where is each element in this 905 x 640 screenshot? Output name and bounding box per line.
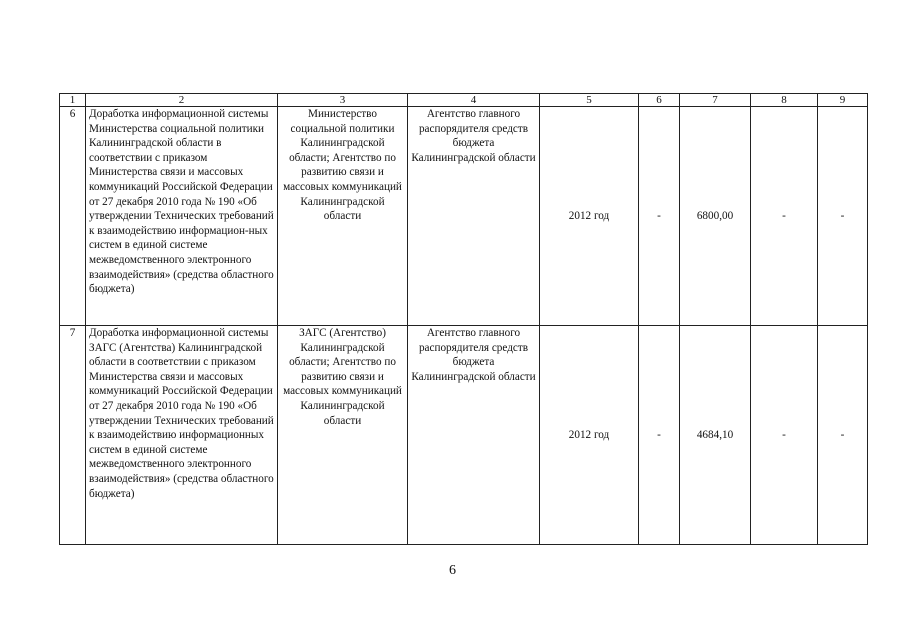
col8-cell: - [751, 326, 818, 545]
page-number: 6 [449, 563, 456, 578]
table-row [60, 107, 868, 326]
col6-cell: - [639, 326, 680, 545]
measure-description: Доработка информационной системы Министерства социальной политики Калининградской области в соответствии с приказом Министерства связи и массовых коммуникаций Российской Федерации от 27 декабря 2010 года № 190 «Об утверждении Технических требований к взаимодействию информацион-ных систем в единой системе межведомственного электронного взаимодействия» (средства областного бюджета) [86, 107, 278, 326]
period-cell: 2012 год [540, 326, 639, 545]
col9-cell: - [818, 107, 868, 326]
column-header-2: 2 [86, 94, 278, 107]
column-header-5: 5 [540, 94, 639, 107]
column-header-8: 8 [751, 94, 818, 107]
row-number: 7 [60, 326, 86, 545]
column-header-1: 1 [60, 94, 86, 107]
column-header-6: 6 [639, 94, 680, 107]
amount-cell: 4684,10 [680, 326, 751, 545]
col6-cell: - [639, 107, 680, 326]
col9-cell: - [818, 326, 868, 545]
executor-cell: Министерство социальной политики Калининградской области; Агентство по развитию связи и массовых коммуникаций Калининградской области [278, 107, 408, 326]
row-number: 6 [60, 107, 86, 326]
distributor-cell: Агентство главного распорядителя средств бюджета Калининградской области [408, 107, 540, 326]
column-header-3: 3 [278, 94, 408, 107]
amount-cell: 6800,00 [680, 107, 751, 326]
distributor-cell: Агентство главного распорядителя средств бюджета Калининградской области [408, 326, 540, 545]
program-table [59, 93, 868, 545]
column-header-9: 9 [818, 94, 868, 107]
col8-cell: - [751, 107, 818, 326]
measure-description: Доработка информационной системы ЗАГС (Агентства) Калининградской области в соответствии с приказом Министерства связи и массовых коммуникаций Российской Федерации от 27 декабря 2010 года № 190 «Об утверждении Технических требований к взаимодействию информационных систем в единой системе межведомственного электронного взаимодействия» (средства областного бюджета) [86, 326, 278, 545]
table-row [60, 326, 868, 545]
executor-cell: ЗАГС (Агентство) Калининградской области; Агентство по развитию связи и массовых коммуникаций Калининградской области [278, 326, 408, 545]
column-header-4: 4 [408, 94, 540, 107]
column-header-7: 7 [680, 94, 751, 107]
period-cell: 2012 год [540, 107, 639, 326]
column-number-row [60, 94, 868, 107]
